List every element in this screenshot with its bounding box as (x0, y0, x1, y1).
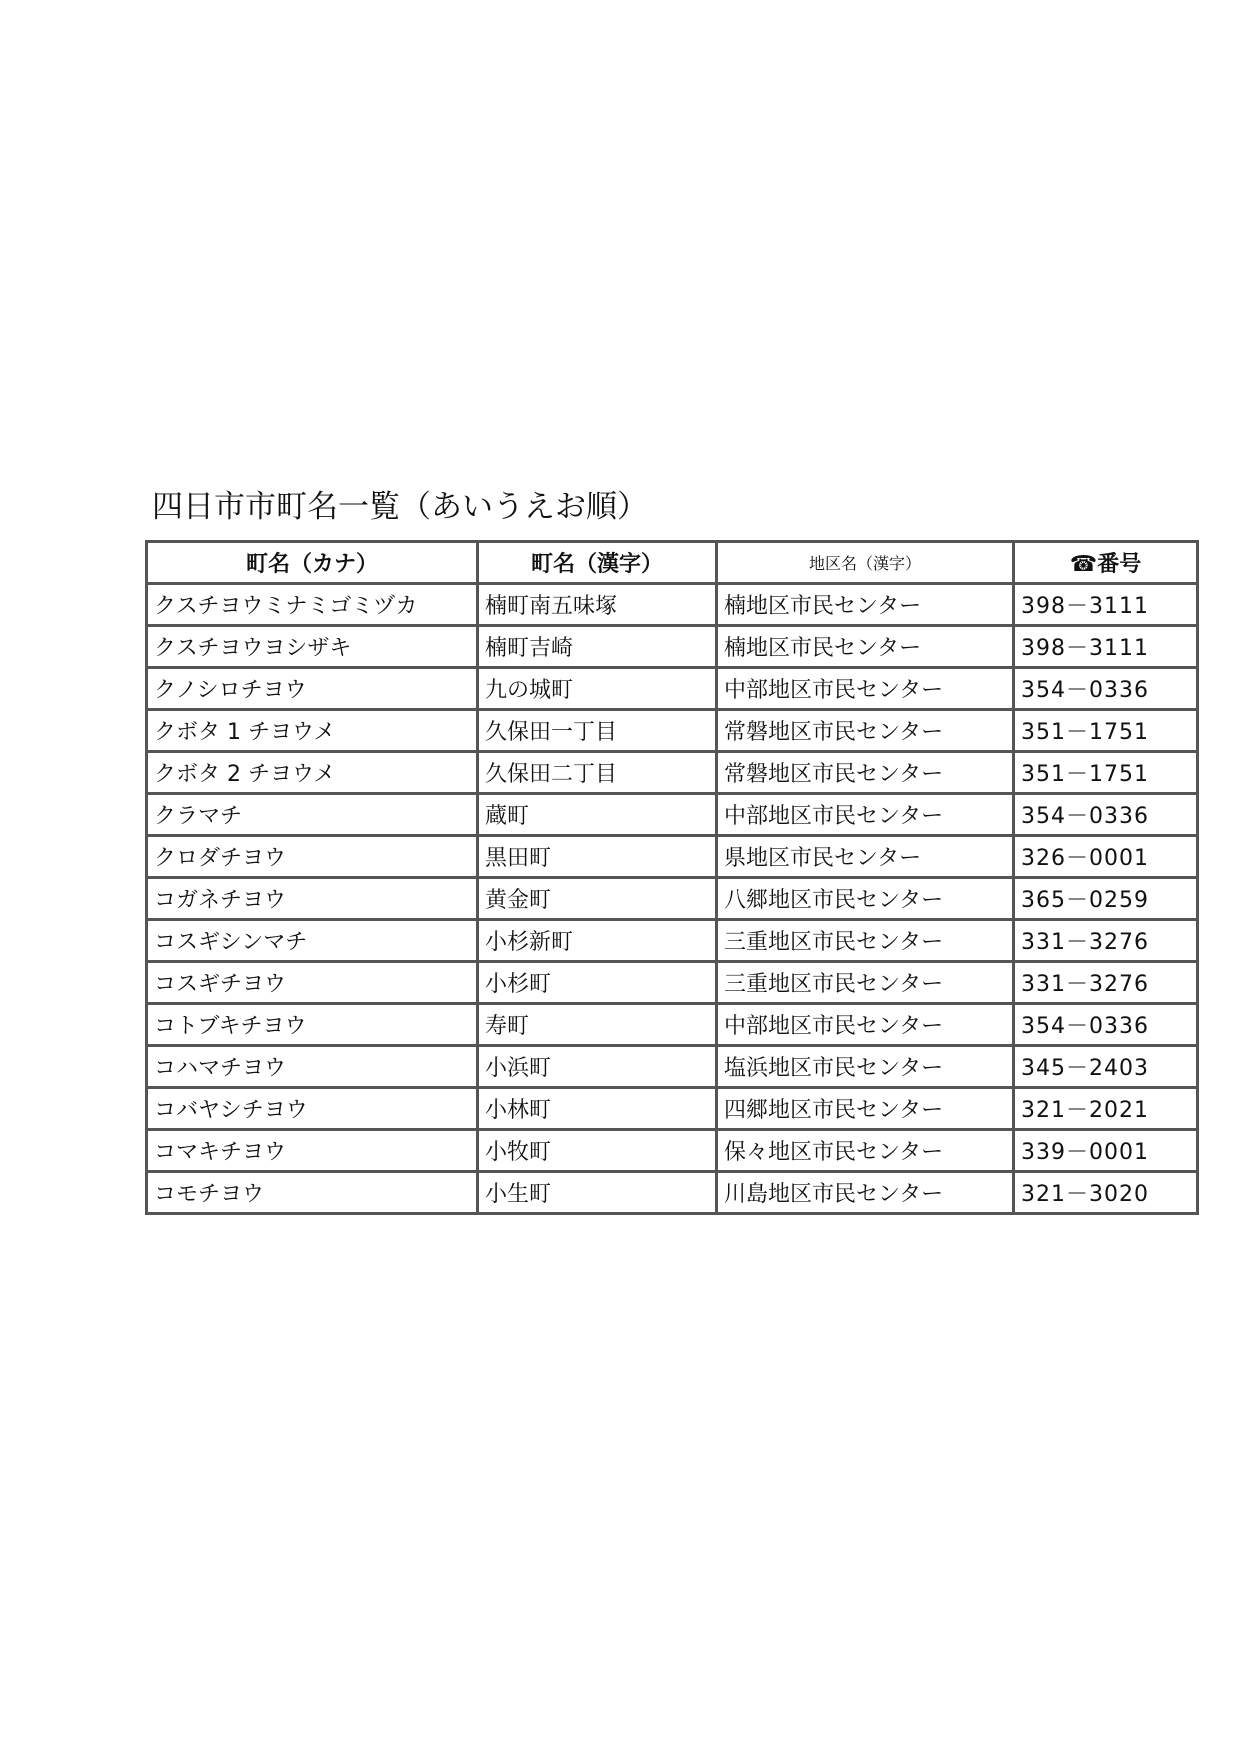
cell-kanji: 小杉新町 (478, 920, 717, 962)
cell-phone: 321－3020 (1014, 1172, 1198, 1214)
table-row (147, 794, 1198, 836)
table-row (147, 836, 1198, 878)
cell-kanji: 楠町南五味塚 (478, 584, 717, 626)
cell-kanji: 寿町 (478, 1004, 717, 1046)
cell-district: 川島地区市民センター (717, 1172, 1014, 1214)
cell-district: 保々地区市民センター (717, 1130, 1014, 1172)
cell-phone: 351－1751 (1014, 710, 1198, 752)
cell-district: 八郷地区市民センター (717, 878, 1014, 920)
table-header-row (147, 542, 1198, 584)
cell-kana: クスチヨウヨシザキ (147, 626, 478, 668)
header-district: 地区名（漢字） (717, 542, 1014, 584)
cell-kanji: 久保田二丁目 (478, 752, 717, 794)
cell-kana: クノシロチヨウ (147, 668, 478, 710)
cell-phone: 339－0001 (1014, 1130, 1198, 1172)
cell-kanji: 楠町吉崎 (478, 626, 717, 668)
cell-district: 中部地区市民センター (717, 794, 1014, 836)
cell-kanji: 小林町 (478, 1088, 717, 1130)
cell-district: 四郷地区市民センター (717, 1088, 1014, 1130)
cell-district: 中部地区市民センター (717, 1004, 1014, 1046)
table-row (147, 920, 1198, 962)
header-kana: 町名（カナ） (147, 542, 478, 584)
cell-district: 県地区市民センター (717, 836, 1014, 878)
header-kanji: 町名（漢字） (478, 542, 717, 584)
table-row (147, 878, 1198, 920)
cell-kanji: 小浜町 (478, 1046, 717, 1088)
cell-kana: コガネチヨウ (147, 878, 478, 920)
cell-kana: コハマチヨウ (147, 1046, 478, 1088)
table-row (147, 668, 1198, 710)
cell-kana: コマキチヨウ (147, 1130, 478, 1172)
cell-phone: 398－3111 (1014, 626, 1198, 668)
cell-kanji: 小牧町 (478, 1130, 717, 1172)
table-row (147, 1088, 1198, 1130)
cell-kanji: 九の城町 (478, 668, 717, 710)
cell-kana: クスチヨウミナミゴミヅカ (147, 584, 478, 626)
cell-kana: コトブキチヨウ (147, 1004, 478, 1046)
cell-phone: 331－3276 (1014, 962, 1198, 1004)
cell-kanji: 蔵町 (478, 794, 717, 836)
cell-kana: コモチヨウ (147, 1172, 478, 1214)
cell-phone: 354－0336 (1014, 1004, 1198, 1046)
cell-kanji: 黄金町 (478, 878, 717, 920)
table-row (147, 1004, 1198, 1046)
cell-phone: 321－2021 (1014, 1088, 1198, 1130)
table-row (147, 626, 1198, 668)
table-row (147, 584, 1198, 626)
table-row (147, 962, 1198, 1004)
cell-kanji: 黒田町 (478, 836, 717, 878)
table-row (147, 710, 1198, 752)
page-title: 四日市市町名一覧（あいうえお順） (152, 489, 648, 525)
cell-kana: クボタ 1 チヨウメ (147, 710, 478, 752)
header-phone: ☎番号 (1014, 542, 1198, 584)
cell-district: 三重地区市民センター (717, 920, 1014, 962)
cell-phone: 351－1751 (1014, 752, 1198, 794)
cell-district: 楠地区市民センター (717, 626, 1014, 668)
cell-phone: 365－0259 (1014, 878, 1198, 920)
cell-kanji: 小生町 (478, 1172, 717, 1214)
cell-phone: 354－0336 (1014, 668, 1198, 710)
cell-phone: 398－3111 (1014, 584, 1198, 626)
cell-phone: 354－0336 (1014, 794, 1198, 836)
table-row (147, 1172, 1198, 1214)
cell-kana: コスギシンマチ (147, 920, 478, 962)
cell-district: 三重地区市民センター (717, 962, 1014, 1004)
table-row (147, 1130, 1198, 1172)
cell-kana: クボタ 2 チヨウメ (147, 752, 478, 794)
cell-kana: クラマチ (147, 794, 478, 836)
cell-kana: クロダチヨウ (147, 836, 478, 878)
table-row (147, 1046, 1198, 1088)
cell-district: 塩浜地区市民センター (717, 1046, 1014, 1088)
cell-phone: 326－0001 (1014, 836, 1198, 878)
cell-district: 中部地区市民センター (717, 668, 1014, 710)
cell-district: 常磐地区市民センター (717, 752, 1014, 794)
cell-district: 常磐地区市民センター (717, 710, 1014, 752)
cell-kanji: 久保田一丁目 (478, 710, 717, 752)
town-name-table (145, 540, 1199, 1215)
cell-phone: 345－2403 (1014, 1046, 1198, 1088)
cell-kana: コスギチヨウ (147, 962, 478, 1004)
cell-district: 楠地区市民センター (717, 584, 1014, 626)
cell-phone: 331－3276 (1014, 920, 1198, 962)
cell-kana: コバヤシチヨウ (147, 1088, 478, 1130)
table-body (147, 584, 1198, 1214)
cell-kanji: 小杉町 (478, 962, 717, 1004)
table-row (147, 752, 1198, 794)
